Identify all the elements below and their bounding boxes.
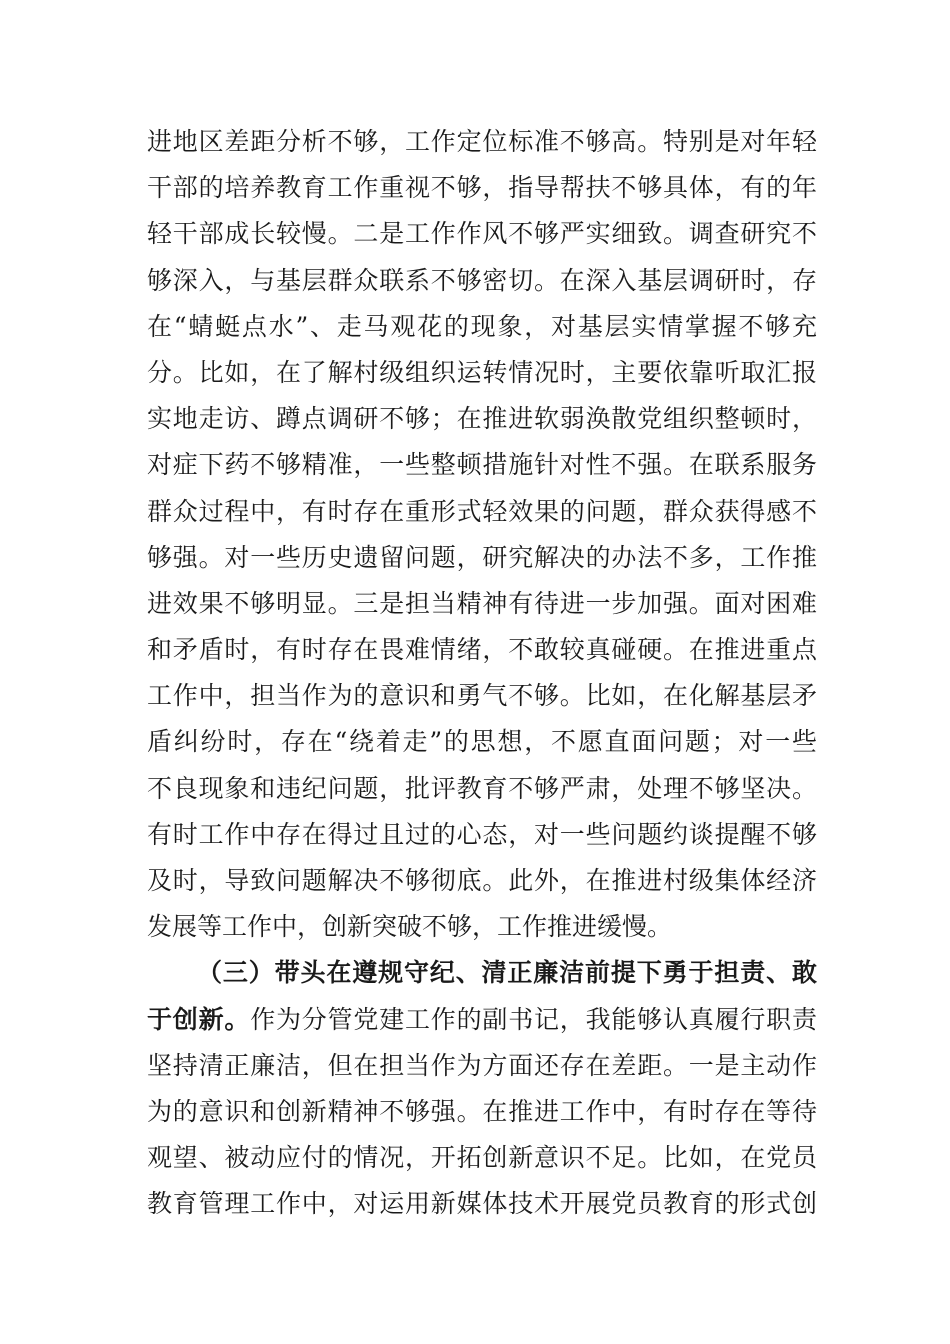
paragraph-line: 实地走访、蹲点调研不够；在推进软弱涣散党组织整顿时， <box>147 404 817 434</box>
paragraph-line: 群众过程中，有时存在重形式轻效果的问题，群众获得感不 <box>147 496 817 526</box>
paragraph-line: 对症下药不够精准，一些整顿措施针对性不强。在联系服务 <box>147 450 817 480</box>
paragraph-line: 够强。对一些历史遗留问题，研究解决的办法不多，工作推 <box>147 542 817 572</box>
paragraph-line: 及时，导致问题解决不够彻底。此外，在推进村级集体经济 <box>147 866 817 895</box>
section-heading-tail: 于创新。 <box>147 1004 251 1034</box>
paragraph-line: 进效果不够明显。三是担当精神有待进一步加强。面对困难 <box>147 588 817 618</box>
paragraph-line: 分。比如，在了解村级组织运转情况时，主要依靠听取汇报 <box>147 357 817 387</box>
paragraph-line: 在“蜻蜓点水”、走马观花的现象，对基层实情掌握不够充 <box>147 311 817 341</box>
paragraph-line: 够深入，与基层群众联系不够密切。在深入基层调研时，存 <box>147 265 817 295</box>
paragraph-line: 盾纠纷时，存在“绕着走”的思想，不愿直面问题；对一些 <box>147 727 817 757</box>
paragraph-line: 不良现象和违纪问题，批评教育不够严肃，处理不够坚决。 <box>147 773 817 803</box>
document-body <box>147 119 817 1228</box>
paragraph-line: 进地区差距分析不够，工作定位标准不够高。特别是对年轻 <box>147 127 817 156</box>
section-line: 观望、被动应付的情况，开拓创新意识不足。比如，在党员 <box>147 1143 817 1173</box>
paragraph-line: 干部的培养教育工作重视不够，指导帮扶不够具体，有的年 <box>147 173 817 203</box>
section-text: 作为分管党建工作的副书记，我能够认真履行职责 <box>250 1004 817 1034</box>
section-line: 教育管理工作中，对运用新媒体技术开展党员教育的形式创 <box>147 1189 817 1219</box>
section-heading: （三）带头在遵规守纪、清正廉洁前提下勇于担责、敢 <box>197 958 817 988</box>
paragraph-line: 发展等工作中，创新突破不够，工作推进缓慢。 <box>147 912 673 942</box>
paragraph-line: 工作中，担当作为的意识和勇气不够。比如，在化解基层矛 <box>147 681 817 711</box>
paragraph-line: 和矛盾时，有时存在畏难情绪，不敢较真碰硬。在推进重点 <box>147 635 817 665</box>
section-line: 坚持清正廉洁，但在担当作为方面还存在差距。一是主动作 <box>147 1050 817 1080</box>
section-heading-continued <box>147 997 817 1043</box>
section-line: 为的意识和创新精神不够强。在推进工作中，有时存在等待 <box>147 1096 817 1126</box>
paragraph-line: 轻干部成长较慢。二是工作作风不够严实细致。调查研究不 <box>147 219 817 249</box>
paragraph-line: 有时工作中存在得过且过的心态，对一些问题约谈提醒不够 <box>147 819 817 849</box>
